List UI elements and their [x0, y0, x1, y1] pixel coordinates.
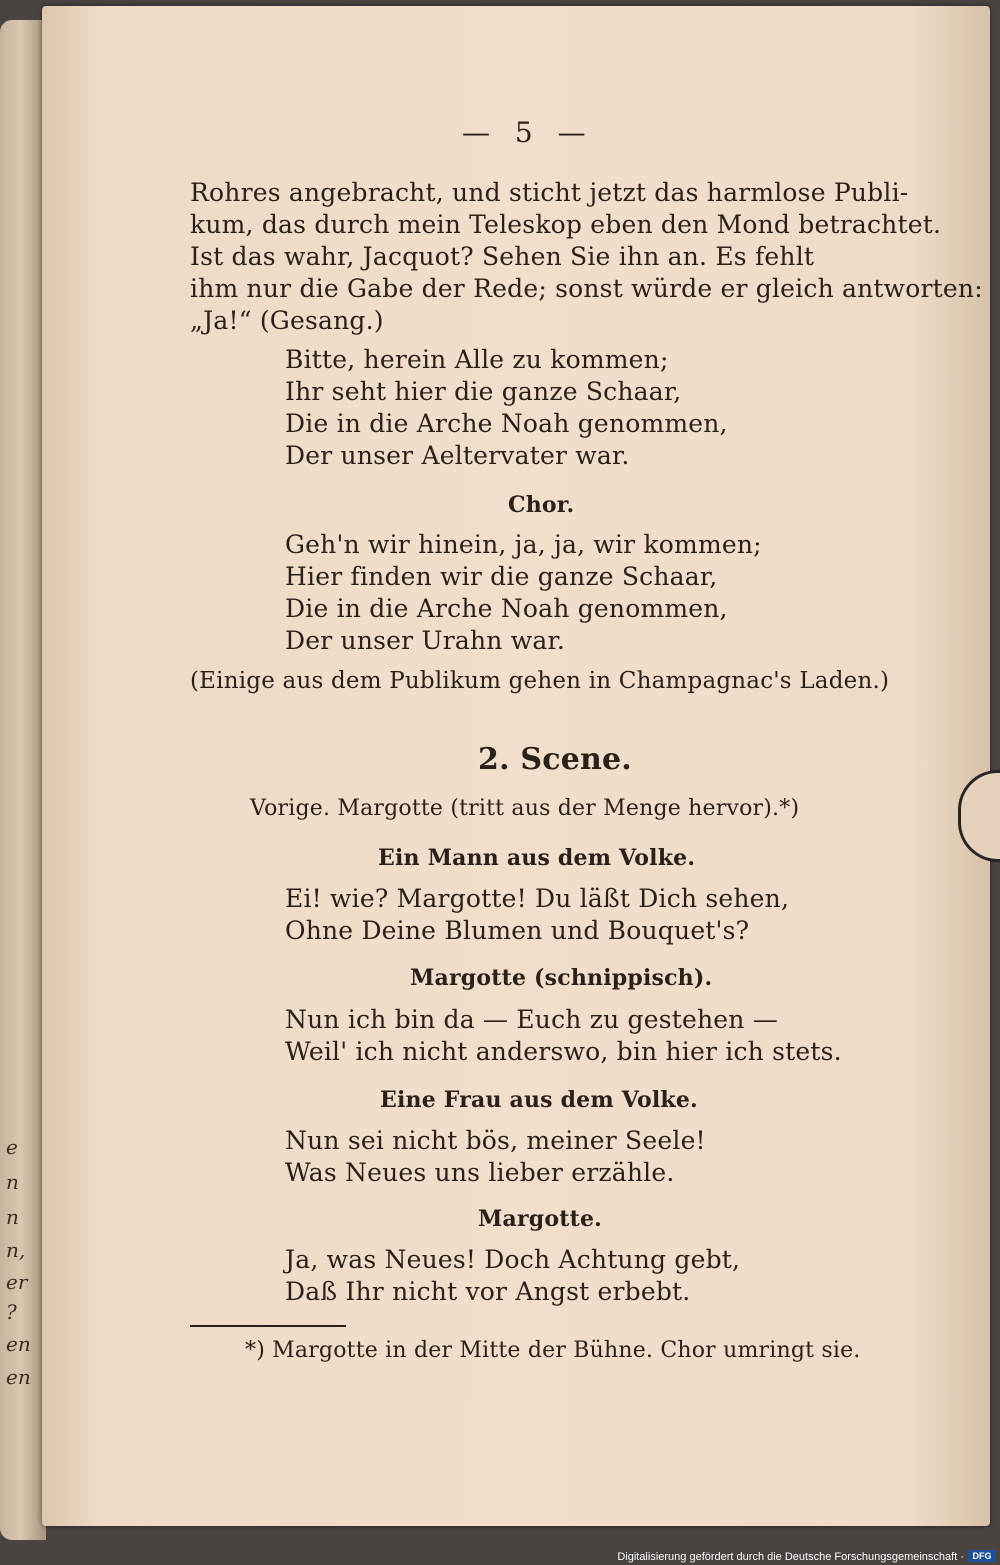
chorus-heading: Chor.: [508, 492, 575, 518]
speaker-heading: Ein Mann aus dem Volke.: [378, 845, 696, 871]
prose-line: ihm nur die Gabe der Rede; sonst würde er gleich antworten:: [190, 274, 983, 303]
stage-direction: (Einige aus dem Publikum gehen in Champagnac's Laden.): [190, 668, 890, 694]
verse-line: Bitte, herein Alle zu kommen;: [285, 345, 669, 374]
previous-page-fragment: en: [6, 1365, 31, 1389]
prose-line: „Ja!“ (Gesang.): [190, 306, 384, 335]
speaker-heading: Eine Frau aus dem Volke.: [380, 1087, 698, 1113]
dfg-logo: DFG: [968, 1550, 996, 1562]
prose-line: kum, das durch mein Teleskop eben den Mond betrachtet.: [190, 210, 942, 239]
previous-page-fragment: ?: [6, 1300, 17, 1324]
verse-line: Die in die Arche Noah genommen,: [285, 594, 728, 623]
previous-page-fragment: er: [6, 1270, 28, 1294]
dialogue-line: Was Neues uns lieber erzähle.: [285, 1158, 675, 1187]
verse-line: Die in die Arche Noah genommen,: [285, 409, 728, 438]
verse-line: Ihr seht hier die ganze Schaar,: [285, 377, 682, 406]
previous-page-fragment: n: [6, 1170, 19, 1194]
previous-page-fragment: e: [6, 1135, 18, 1159]
scene-title: 2. Scene.: [478, 742, 632, 777]
footnote: *) Margotte in der Mitte der Bühne. Chor umringt sie.: [245, 1338, 861, 1363]
digitization-credit: Digitalisierung gefördert durch die Deutsche Forschungsgemeinschaft ·: [617, 1551, 964, 1563]
verse-line: Der unser Aeltervater war.: [285, 441, 630, 470]
dialogue-line: Weil' ich nicht anderswo, bin hier ich stets.: [285, 1037, 842, 1066]
dialogue-line: Daß Ihr nicht vor Angst erbebt.: [285, 1277, 691, 1306]
dialogue-line: Nun sei nicht bös, meiner Seele!: [285, 1126, 706, 1155]
previous-page-fragment: en: [6, 1332, 31, 1356]
dialogue-line: Ja, was Neues! Doch Achtung gebt,: [285, 1245, 741, 1274]
page-number: — 5 —: [462, 116, 594, 149]
dialogue-line: Nun ich bin da — Euch zu gestehen —: [285, 1005, 778, 1034]
speaker-heading: Margotte (schnippisch).: [410, 965, 713, 991]
verse-line: Hier finden wir die ganze Schaar,: [285, 562, 718, 591]
prose-line: Ist das wahr, Jacquot? Sehen Sie ihn an. Es fehlt: [190, 242, 815, 271]
previous-page-edge: [0, 20, 46, 1540]
footnote-divider: [190, 1325, 346, 1327]
verse-line: Geh'n wir hinein, ja, ja, wir kommen;: [285, 530, 762, 559]
scene-direction: Vorige. Margotte (tritt aus der Menge hervor).*): [250, 796, 800, 821]
speaker-heading: Margotte.: [478, 1206, 603, 1232]
prose-line: Rohres angebracht, und sticht jetzt das harmlose Publi-: [190, 178, 909, 207]
previous-page-fragment: n: [6, 1205, 19, 1229]
previous-page-fragment: n,: [6, 1238, 26, 1262]
dialogue-line: Ohne Deine Blumen und Bouquet's?: [285, 916, 750, 945]
dialogue-line: Ei! wie? Margotte! Du läßt Dich sehen,: [285, 884, 790, 913]
verse-line: Der unser Urahn war.: [285, 626, 565, 655]
